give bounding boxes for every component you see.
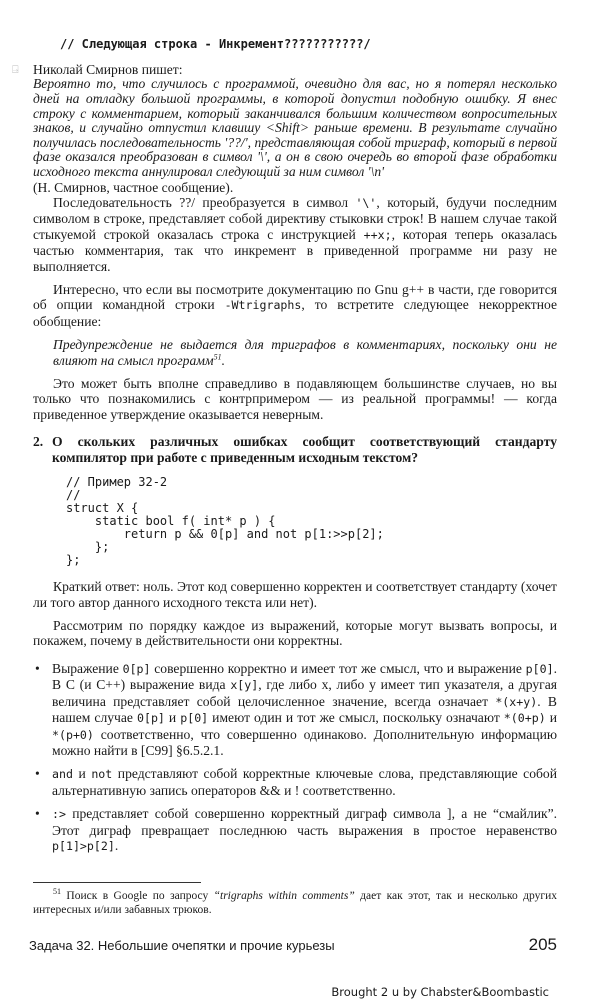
footnote — [33, 889, 557, 917]
text-run: Последовательность ??/ преобразуется в символ — [53, 194, 356, 210]
inline-code: :> — [52, 807, 66, 822]
text-run: имеют один и тот же смысл, поскольку означают — [208, 710, 504, 726]
code-listing: // Пример 32-2 // struct X { static bool f( int* p ) { return p && 0[p] and not p[1:>>p[2]; }; }; — [66, 475, 384, 568]
text-run: , где либо x, либо y имеет тип указателя, а другая величина представляет собой целочисленное значение, всегда означает — [52, 677, 557, 709]
text-run: . — [114, 837, 119, 853]
bullet-text — [52, 766, 557, 797]
inline-code: p[0] — [180, 711, 209, 726]
bullet-icon: • — [35, 660, 40, 676]
text-run: представляют собой корректные ключевые слова, представляющие собой альтернативную запись операторов && и ! соответственно. — [52, 766, 557, 798]
margin-mark-icon: ⍈ — [12, 64, 19, 76]
text-run: и — [72, 766, 92, 782]
footnote-text: Поиск в Google по запросу — [61, 890, 214, 903]
paragraph — [33, 376, 557, 422]
text-run: , то встретите следующее некорректное обобщение: — [33, 297, 557, 329]
text-run: и — [545, 710, 557, 726]
inline-code: p[1]>p[2] — [52, 838, 115, 853]
text-run: Интересно, что если вы посмотрите документацию по Gnu g++ в части, где говорится об опции командной строки — [33, 282, 557, 313]
inline-code: '\' — [355, 195, 377, 210]
bullet-item — [35, 766, 557, 798]
warning-quote: Предупреждение не выдается для триграфов в комментариях, поскольку они не влияют на смысл программ$^{51}$. — [53, 337, 557, 368]
paragraph — [33, 282, 557, 329]
bullet-text — [52, 806, 557, 853]
inline-code: *(p+0) — [52, 727, 94, 742]
inline-code: not — [91, 767, 113, 782]
scan-credit: Brought 2 u by Chabster&Boombastic — [331, 985, 549, 1000]
footnote-divider — [33, 882, 201, 883]
inline-code: ++x; — [363, 227, 392, 242]
paragraph — [33, 579, 557, 610]
text-run: представляет собой совершенно корректный диграф символа ], а не “смайлик”. Этот диграф превращает последнюю часть выражения в простое неравенство — [52, 806, 557, 838]
text-run: Краткий ответ: ноль. Этот код совершенно корректен и соответствует стандарту (хочет ли того автор данного исходного текста или нет). — [33, 579, 557, 610]
code-comment-line: // Следующая строка - Инкремент???????????/ — [60, 37, 371, 51]
inline-code: and — [52, 767, 73, 782]
inline-code: x[y] — [230, 678, 259, 693]
text-run: Выражение — [52, 660, 123, 676]
inline-code: -Wtrigraphs — [224, 298, 302, 313]
text-run: соответственно, что совершенно одинаково. Дополнительную информацию можно найти в [C99] §6.5.2.1. — [52, 726, 557, 758]
inline-code: 0[p] — [136, 711, 165, 726]
bullet-item — [35, 806, 557, 854]
running-footer: Задача 32. Небольшие очепятки и прочие курьезы — [29, 938, 335, 954]
inline-code: *(0+p) — [503, 711, 546, 726]
quote-text: Вероятно то, что случилось с программой, очевидно для вас, но я потерял несколько дней на отладку большой программы, в которой допустил подобную ошибку. Я внес строку с комментарием, который заканчивался большим количеством вопросительных знаков, и случайно отпустил клавишу <Shift> раньше времени. В результате случайно получилась последовательность '??/', представляющая собой триграф, который в первой фазе оказался преобразован в символ '\', а он в свою очередь во второй фазе обработки исходного текста аннулировал следующий за ним символ '\n' — [33, 76, 557, 179]
inline-code: 0[p] — [122, 661, 151, 676]
bullet-icon: • — [35, 766, 40, 782]
text-run: совершенно корректно и имеет тот же смысл, что и выражение — [150, 660, 526, 676]
bullet-icon: • — [35, 806, 40, 822]
quote-source: (Н. Смирнов, частное сообщение). — [33, 179, 234, 195]
footnote-query: “trigraphs within comments” — [213, 890, 355, 903]
text-run: , который, будучи последним символом в строке, представляет собой директиву стыковки строк! В нашем случае такой стыкуемой строкой оказалась строка с инструкцией — [33, 194, 557, 242]
inline-code: *(x+y) — [495, 694, 538, 709]
paragraph — [33, 618, 557, 649]
inline-code: p[0] — [525, 661, 554, 676]
bullet-item — [35, 660, 557, 758]
footnote-text: дает как этот, так и несколько других интересных и/или забавных трюков. — [33, 890, 557, 917]
text-run: и — [164, 710, 181, 726]
text-run: , которая теперь оказалась частью комментария, так что инкремент в приведенной программе ни разу не выполняется. — [33, 226, 557, 274]
question-2 — [33, 434, 557, 466]
quote-author: Николай Смирнов пишет: — [33, 62, 183, 77]
footnote-ref: 51 — [213, 352, 222, 362]
text-run: Рассмотрим по порядку каждое из выражений, которые могут вызвать вопросы, и покажем, почему в действительности они корректны. — [33, 618, 557, 649]
footnote-number: 51 — [53, 887, 61, 897]
paragraph — [33, 195, 557, 274]
text-run: . В нашем случае — [52, 693, 557, 726]
text-run: . В C (и C++) выражение вида — [52, 660, 557, 693]
text-run: Это может быть вполне справедливо в подавляющем большинстве случаев, но вы только что познакомились с контрпримером — из реальной программы! — когда приведенное утверждение оказывается неверным. — [33, 376, 557, 422]
question-number: 2. — [33, 434, 44, 450]
page-number: 205 — [528, 935, 557, 955]
question-text: О скольких различных ошибках сообщит соответствующий стандарту компилятор при работе с приведенным исходным текстом? — [52, 434, 557, 466]
warning-text: Предупреждение не выдается для триграфов в комментариях, поскольку они не влияют на смысл программ — [53, 337, 557, 368]
bullet-text — [52, 661, 557, 758]
page-footer — [29, 935, 557, 955]
